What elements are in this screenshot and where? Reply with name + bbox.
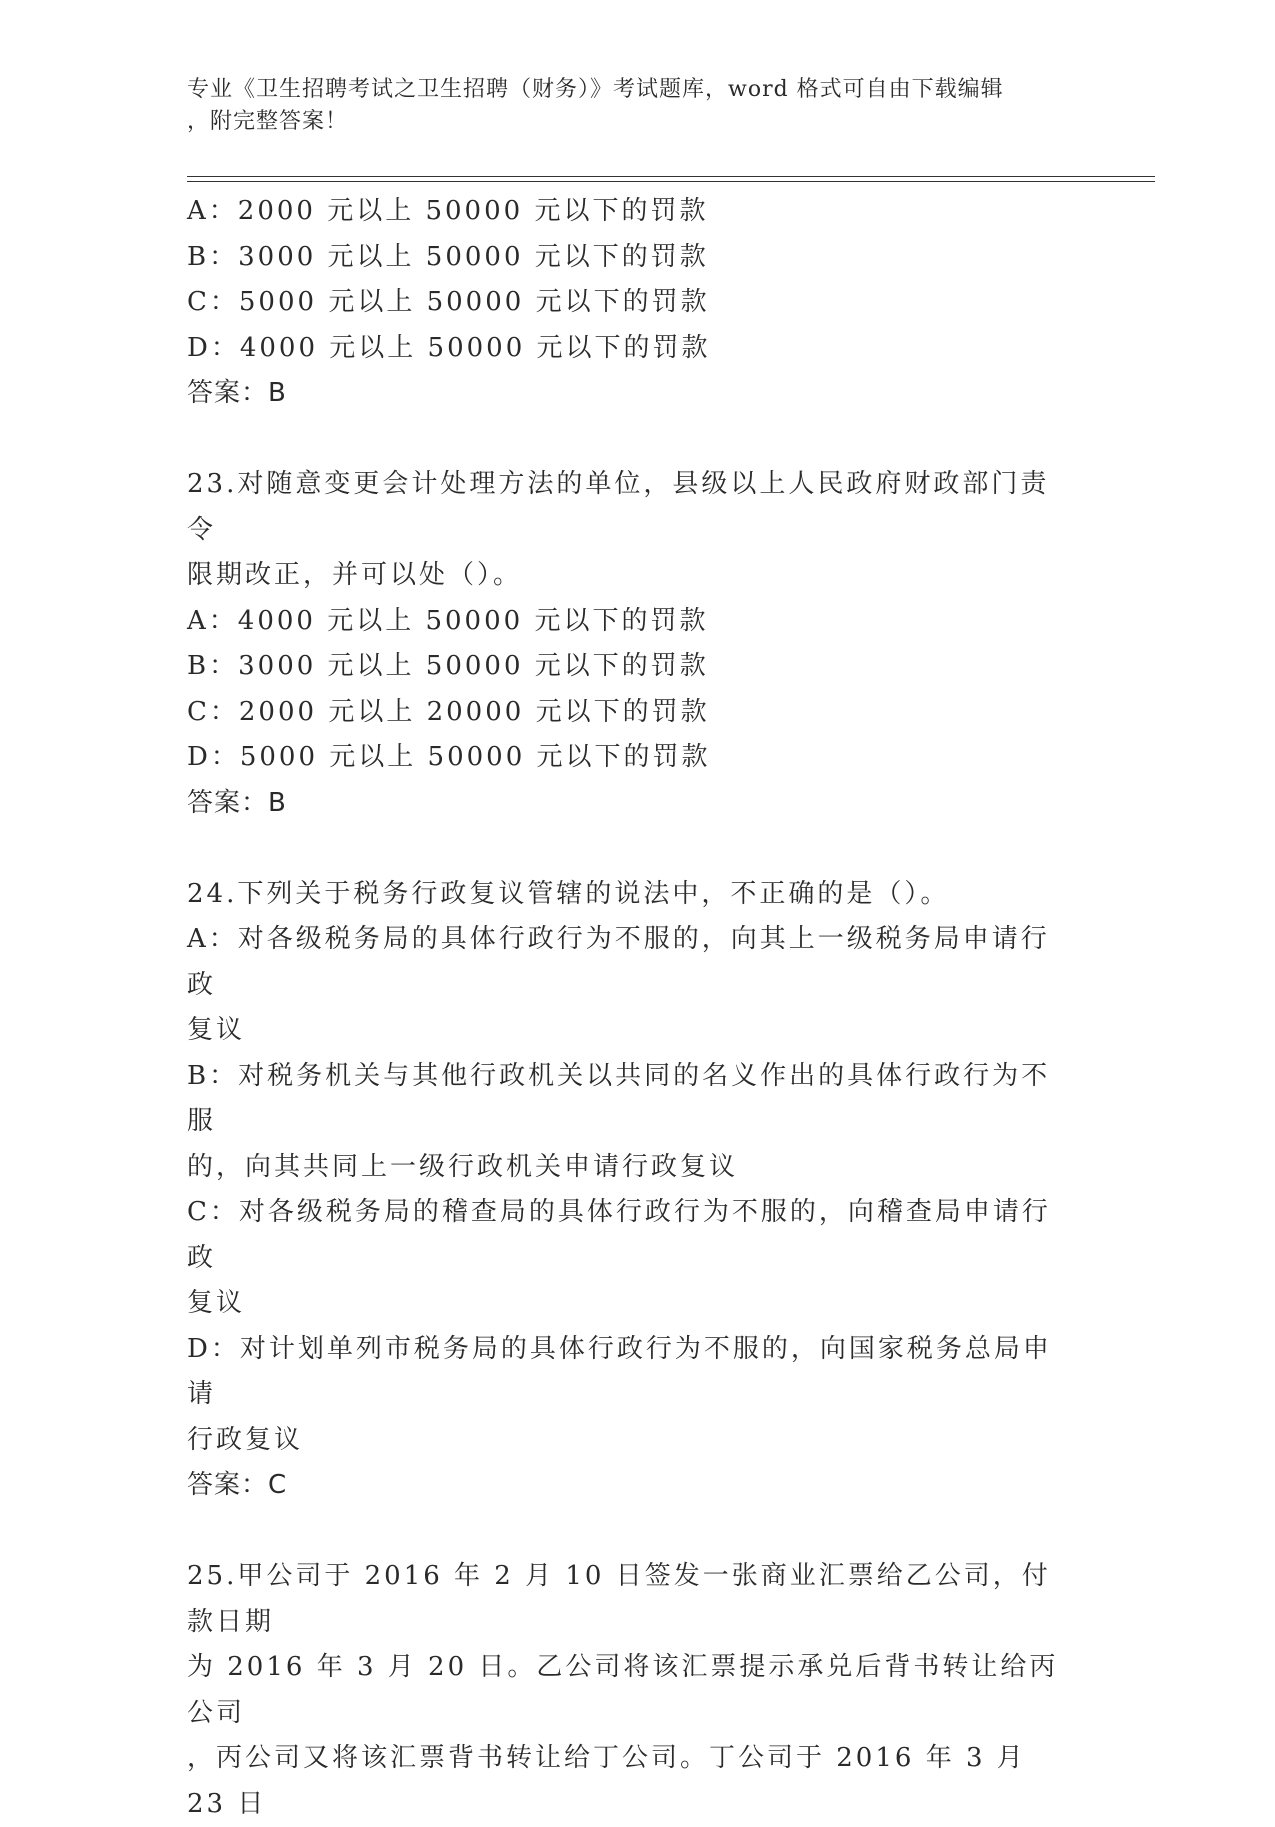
- header-line-1: 专业《卫生招聘考试之卫生招聘（财务）》考试题库，word 格式可自由下载编辑: [187, 77, 1004, 102]
- option-b: B：对税务机关与其他行政机关以共同的名义作出的具体行政行为不服: [187, 1060, 1051, 1136]
- option-b: B：3000 元以上 50000 元以下的罚款: [187, 651, 709, 681]
- option-a: A：4000 元以上 50000 元以下的罚款: [187, 605, 709, 636]
- question-text: 23.对随意变更会计处理方法的单位，县级以上人民政府财政部门责令: [187, 469, 1050, 545]
- option-a-continued: 复议: [187, 1015, 246, 1045]
- answer-line: 答案：C: [187, 1470, 288, 1500]
- question-text: 限期改正，并可以处（）。: [187, 560, 523, 590]
- option-a: A：2000 元以上 50000 元以下的罚款: [187, 196, 709, 226]
- option-c: C：2000 元以上 20000 元以下的罚款: [187, 696, 710, 727]
- question-text: 24.下列关于税务行政复议管辖的说法中，不正确的是（）。: [187, 878, 950, 909]
- question-text: 25.甲公司于 2016 年 2 月 10 日签发一张商业汇票给乙公司，付款日期: [187, 1561, 1051, 1637]
- option-d: D：5000 元以上 50000 元以下的罚款: [187, 742, 711, 772]
- spacer: [187, 417, 1067, 463]
- option-c: C：5000 元以上 50000 元以下的罚款: [187, 287, 710, 317]
- question-22-block: [187, 189, 1067, 417]
- question-text: 为 2016 年 3 月 20 日。乙公司将该汇票提示承兑后背书转让给丙公司: [187, 1652, 1059, 1728]
- document-body: [187, 189, 1067, 1827]
- header-divider-bottom: [187, 181, 1155, 182]
- option-c-continued: 复议: [187, 1288, 246, 1318]
- spacer: [187, 1509, 1067, 1555]
- answer-line: 答案：B: [187, 378, 287, 408]
- option-d: D：4000 元以上 50000 元以下的罚款: [187, 332, 711, 363]
- header-line-2: ，附完整答案！: [187, 109, 349, 134]
- question-24-block: [187, 872, 1067, 1509]
- answer-line: 答案：B: [187, 787, 287, 818]
- document-header: [187, 74, 1067, 138]
- header-divider-top: [187, 176, 1155, 177]
- option-d-continued: 行政复议: [187, 1424, 304, 1455]
- question-23-block: [187, 462, 1067, 826]
- option-d: D：对计划单列市税务局的具体行政行为不服的，向国家税务总局申请: [187, 1333, 1052, 1409]
- option-a: A：对各级税务局的具体行政行为不服的，向其上一级税务局申请行政: [187, 924, 1050, 1000]
- question-25-block: [187, 1554, 1067, 1827]
- spacer: [187, 826, 1067, 872]
- option-b: B：3000 元以上 50000 元以下的罚款: [187, 241, 709, 272]
- option-c: C：对各级税务局的稽查局的具体行政行为不服的，向稽查局申请行政: [187, 1197, 1051, 1273]
- option-b-continued: 的，向其共同上一级行政机关申请行政复议: [187, 1151, 739, 1182]
- question-text: ，丙公司又将该汇票背书转让给丁公司。丁公司于 2016 年 3 月 23 日: [187, 1743, 1038, 1819]
